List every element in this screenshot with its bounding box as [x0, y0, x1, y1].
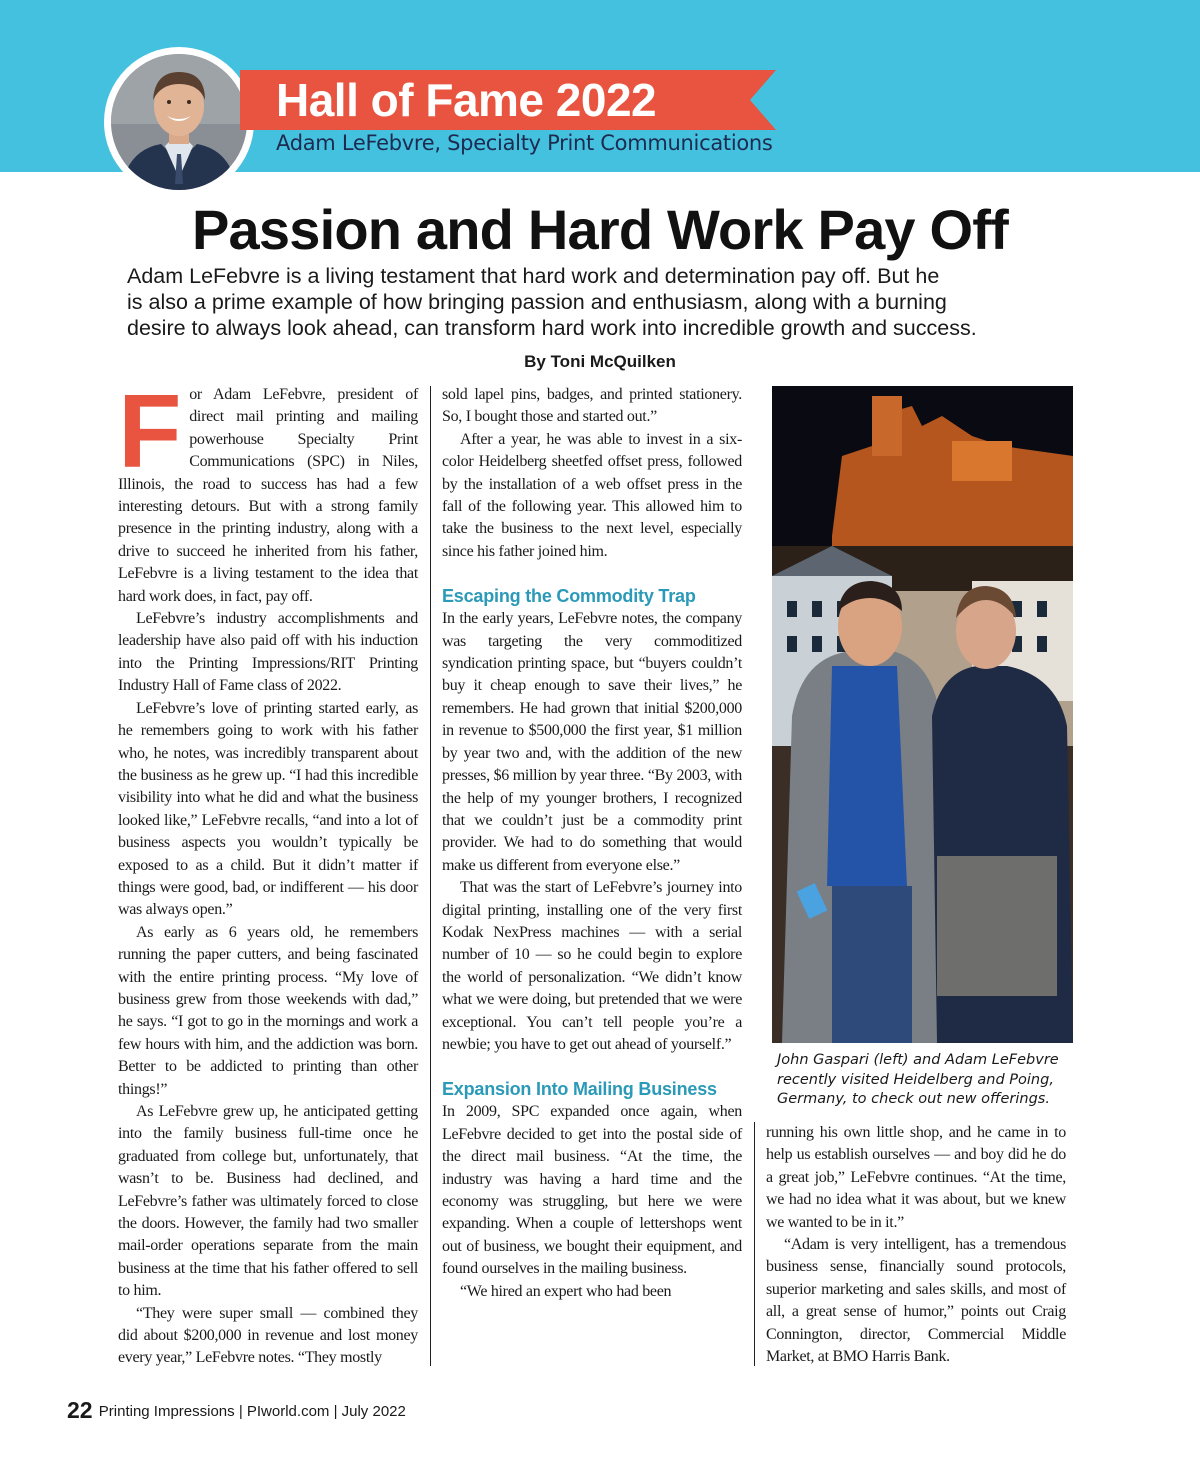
- honoree-headshot: [111, 54, 247, 190]
- body-paragraph: sold lapel pins, badges, and printed stationery. So, I bought those and started out.”: [442, 386, 742, 426]
- body-paragraph: “Adam is very intelligent, has a tremendous business sense, financially sound protocols, superior marketing and sales skills, and most of all, a great sense of humor,” points out Craig Connington, director, Commercial Middle Market, at BMO Harris Bank.: [766, 1236, 1066, 1366]
- body-paragraph: “We hired an expert who had been: [460, 1282, 672, 1300]
- column-divider: [754, 1122, 755, 1366]
- article-column-3: [766, 1122, 1066, 1368]
- photo-caption: John Gaspari (left) and Adam LeFebvre recently visited Heidelberg and Poing, Germany, to check out new offerings.: [777, 1052, 1059, 1107]
- publication-line: Printing Impressions | PIworld.com | July 2022: [98, 1403, 406, 1420]
- body-paragraph: In 2009, SPC expanded once again, when LeFebvre decided to get into the postal side of the direct mail business. “At the time, the industry was having a hard time and the economy was struggling, but here we were expanding. When a couple of lettershops went out of business, we bought their equipment, and found ourselves in the mailing business.: [442, 1103, 742, 1278]
- drop-cap: F: [118, 374, 182, 490]
- body-paragraph: As LeFebvre grew up, he anticipated getting into the family business full-time once he graduated from college but, unfortunately, that wasn’t to be. Business had declined, and LeFebvre’s father was ultimately forced to close the doors. However, the family had two smaller mail-order operations separate from the main business at the time that his father offered to sell to him.: [118, 1103, 418, 1300]
- body-paragraph: running his own little shop, and he came in to help us establish ourselves — and boy did he do a great job,” LeFebvre continues. “At the time, we had no idea what it was about, but we knew we wanted to be in it.”: [766, 1124, 1066, 1231]
- heidelberg-photo: [772, 386, 1073, 1043]
- body-paragraph: That was the start of LeFebvre’s journey into digital printing, installing one of the very first Kodak NexPress machines — with a serial number of 10 — so he could begin to explore the world of personalization. “We didn’t know what we were doing, but pretended that we were exceptional. You can’t tell people you’re a newbie; you have to get out ahead of yourself.”: [442, 879, 742, 1053]
- body-paragraph: or Adam LeFebvre, president of direct mail printing and mailing powerhouse Specialty Print Communications (SPC) in Niles, Illinois, the road to success has had a few interesting detours. But with a strong family presence in the printing industry, along with a drive to succeed he inherited from his father, LeFebvre is a living testament to the idea that hard work does, in fact, pay off.: [118, 386, 418, 605]
- honoree-name: Adam LeFebvre, Specialty Print Communications: [276, 131, 773, 155]
- body-paragraph: LeFebvre’s industry accomplishments and leadership have also paid off with his induction into the Printing Impressions/RIT Printing Industry Hall of Fame class of 2022.: [118, 610, 418, 695]
- section-subhead: Expansion Into Mailing Business: [442, 1079, 717, 1100]
- dek-line: is also a prime example of how bringing passion and enthusiasm, along with a burning: [127, 290, 947, 314]
- article-column-2: [442, 384, 742, 1303]
- page-footer: [67, 1396, 406, 1426]
- dek-line: desire to always look ahead, can transform hard work into incredible growth and success.: [127, 316, 977, 340]
- body-paragraph: LeFebvre’s love of printing started early, as he remembers going to work with his father who, he notes, was incredibly transparent about the business as he grew up. “I had this incredible visibility into what he did and what the business looked like,” LeFebvre recalls, “and into a lot of business aspects you wouldn’t typically be exposed to as a child. But it didn’t matter if things were good, bad, or indifferent — his door was always open.”: [118, 699, 418, 919]
- column-divider: [430, 386, 431, 1366]
- body-paragraph: As early as 6 years old, he remembers running the paper cutters, and being fascinated with the entire printing process. “My love of business grew from those weekends with dad,” he says. “I got to go in the mornings and work a few hours with him, and the addiction was born. Better to be addicted to printing than other things!”: [118, 923, 418, 1098]
- article-headline: Passion and Hard Work Pay Off: [192, 198, 1008, 261]
- byline: By Toni McQuilken: [524, 352, 676, 371]
- page-number: 22: [67, 1397, 93, 1423]
- article-column-1: [118, 374, 418, 1370]
- section-kicker: Hall of Fame 2022: [276, 74, 657, 126]
- dek-line: Adam LeFebvre is a living testament that hard work and determination pay off. But he: [127, 264, 940, 288]
- body-paragraph: “They were super small — combined they did about $200,000 in revenue and lost money every year,” LeFebvre notes. “They mostly: [118, 1304, 418, 1367]
- body-paragraph: After a year, he was able to invest in a six-color Heidelberg sheetfed offset press, followed by the installation of a web offset press in the fall of the following year. This allowed him to take the business to the next level, especially since his father joined him.: [442, 430, 742, 560]
- article-dek: [127, 263, 1087, 341]
- section-subhead: Escaping the Commodity Trap: [442, 586, 696, 607]
- body-paragraph: In the early years, LeFebvre notes, the company was targeting the very commoditized syndication printing space, but “buyers couldn’t buy it cheap enough to save their lives,” he remembers. He had grown that initial $200,000 in revenue to $500,000 the first year, $1 million by year two and, with the addition of the new presses, $6 million by year three. “By 2003, with the help of my younger brothers, I recognized that we couldn’t just be a commodity print provider. We had to do something that would make us different from everyone else.”: [442, 610, 742, 874]
